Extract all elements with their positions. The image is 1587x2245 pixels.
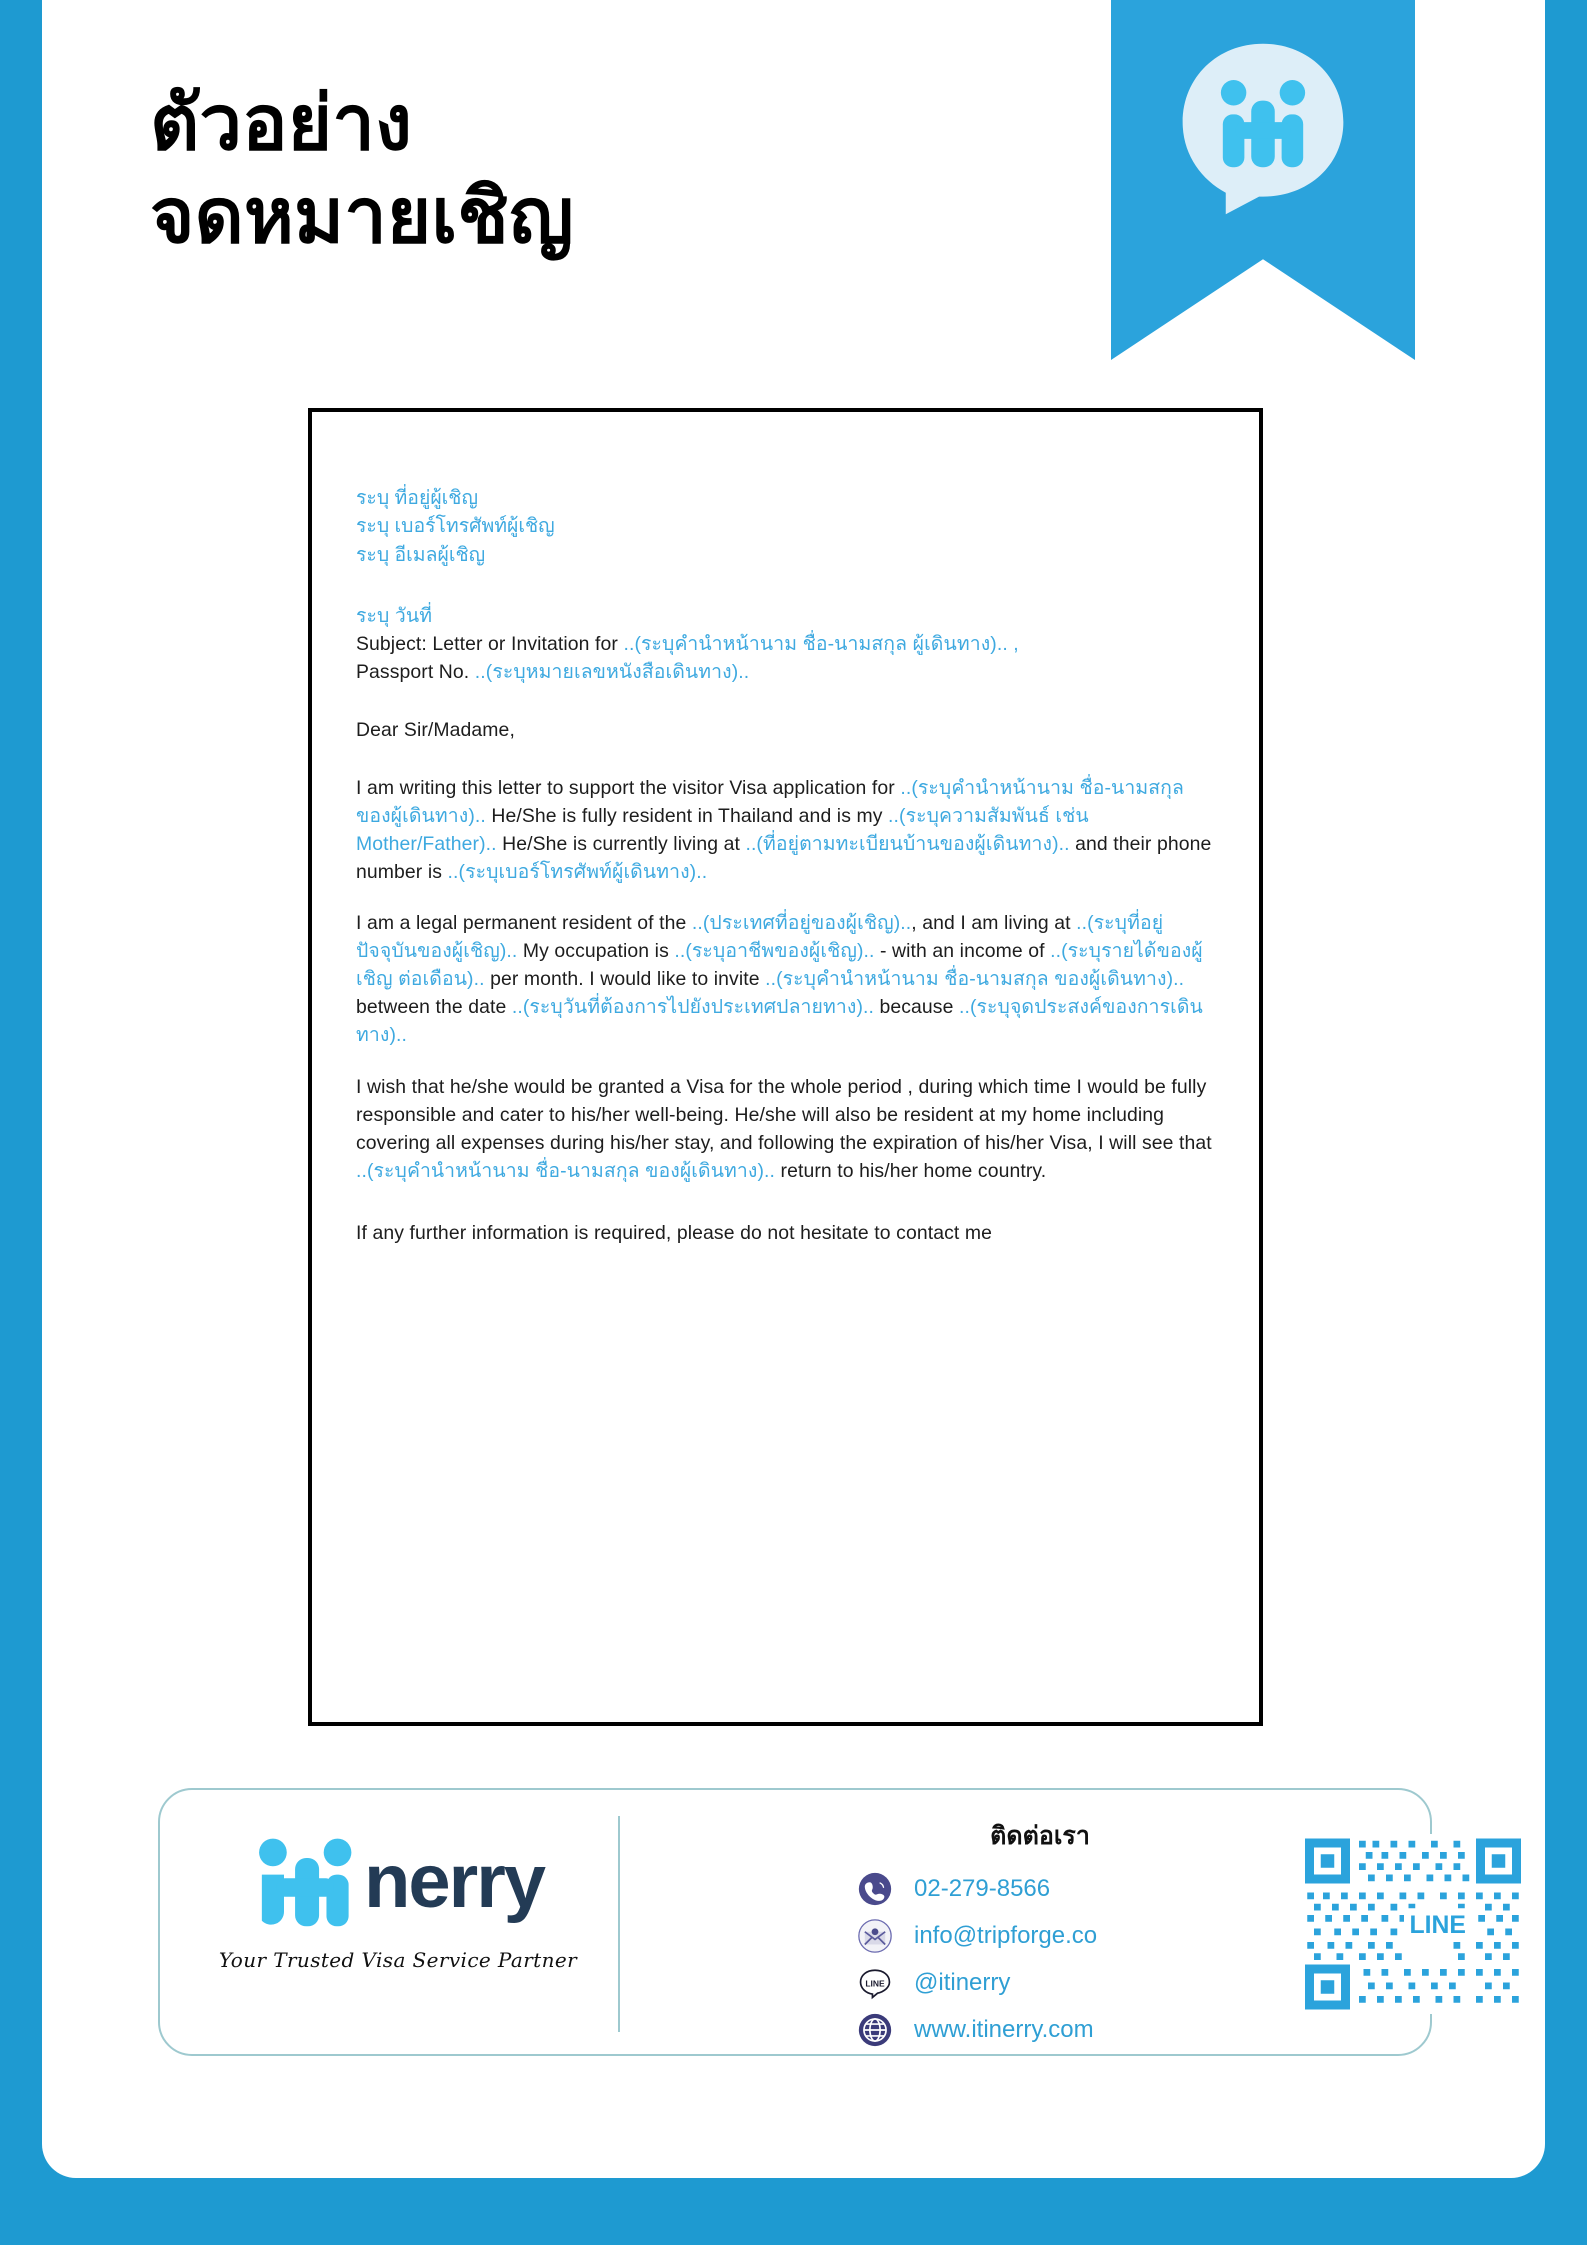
subject-placeholder: ..(ระบุคำนำหน้านาม ชื่อ-นามสกุล ผู้เดินทาง).. , [623, 632, 1019, 655]
subject-line [356, 631, 1219, 659]
p1-text-2: He/She is fully resident in Thailand and is my [485, 804, 889, 827]
sender-address-block [356, 484, 1219, 569]
contact-email-value: info@tripforge.co [914, 1922, 1098, 1949]
globe-icon [858, 2013, 892, 2047]
sender-phone-line: ระบุ เบอร์โทรศัพท์ผู้เชิญ [356, 515, 555, 538]
p2-text-4: - with an income of [874, 940, 1051, 963]
contact-row-email[interactable] [800, 1919, 1280, 1953]
p3-placeholder-1: ..(ระบุคำนำหน้านาม ชื่อ-นามสกุล ของผู้เดินทาง).. [356, 1159, 776, 1182]
contact-heading: ติดต่อเรา [990, 1822, 1090, 1850]
email-icon [858, 1919, 892, 1953]
p2-text-7: because [873, 996, 959, 1019]
ribbon-banner [1111, 0, 1415, 360]
sender-address-line: ระบุ ที่อยู่ผู้เชิญ [356, 487, 478, 509]
passport-line [356, 659, 1219, 687]
p1-placeholder-3: ..(ที่อยู่ตามทะเบียนบ้านของผู้เดินทาง).. [745, 832, 1070, 855]
p2-placeholder-3: ..(ระบุอาชีพของผู้เชิญ).. [674, 940, 875, 963]
p1-text-3: He/She is currently living at [496, 832, 746, 855]
salutation: Dear Sir/Madame, [356, 718, 515, 741]
spacer [356, 745, 1219, 775]
p2-text-1: I am a legal permanent resident of the [356, 912, 692, 935]
p1-placeholder-2: ..(ระบุความสัมพันธ์ เช่น Mother/Father).. [356, 804, 1089, 855]
spacer [356, 886, 1219, 910]
brand-logo-block [198, 1834, 598, 1972]
spacer [356, 1050, 1219, 1074]
phone-icon [858, 1872, 892, 1906]
p2-text-5: per month. I would like to invite [484, 968, 766, 991]
p3-text-2: return to his/her home country. [775, 1159, 1047, 1182]
contact-phone-value: 02-279-8566 [914, 1875, 1051, 1902]
p2-placeholder-7: ..(ระบุจุดประสงค์ของการเดินทาง).. [356, 996, 1203, 1047]
p1-placeholder-4: ..(ระบุเบอร์โทรศัพท์ผู้เดินทาง).. [447, 860, 708, 883]
footer-divider [618, 1816, 620, 2032]
p3-text-1: I wish that he/she would be granted a Visa for the whole period , during which time I would be fully responsible and cater to his/her well-being. He/she will also be resident at my home including covering all expenses during his/her stay, and following the expiration of his/her Visa, I will see that [356, 1076, 1212, 1155]
p2-text-2: , and I am living at [911, 912, 1077, 935]
itinerry-mark-icon [1165, 32, 1361, 228]
qr-code-image [1300, 1834, 1526, 2014]
p2-text-6: between the date [356, 996, 512, 1019]
qr-line-label: LINE [1409, 1912, 1466, 1939]
logo-wordmark: nerry [363, 1839, 545, 1924]
passport-placeholder: ..(ระบุหมายเลขหนังสือเดินทาง).. [474, 660, 750, 683]
p1-text-1: I am writing this letter to support the visitor Visa application for [356, 776, 901, 799]
p2-text-3: My occupation is [517, 940, 675, 963]
contact-line-value: @itinerry [914, 1969, 1011, 1996]
paragraph-3 [356, 1074, 1219, 1186]
contact-website-value: www.itinerry.com [914, 2016, 1094, 2043]
p2-placeholder-6: ..(ระบุวันที่ต้องการไปยังประเทศปลายทาง).. [511, 996, 874, 1019]
line-icon [858, 1966, 892, 2000]
brand-tagline: Your Trusted Visa Service Partner [218, 1948, 578, 1972]
footer-contact-card [158, 1788, 1466, 2056]
passport-label: Passport No. [356, 660, 475, 683]
contact-row-line[interactable] [800, 1966, 1280, 2000]
page-title-line-1: ตัวอย่าง [150, 81, 412, 166]
p1-placeholder-1: ..(ระบุคำนำหน้านาม ชื่อ-นามสกุล ของผู้เดินทาง).. [356, 776, 1185, 827]
paragraph-2 [356, 910, 1219, 1050]
page-title [150, 78, 1070, 263]
date-line [356, 603, 1219, 631]
date-placeholder: ระบุ วันที่ [356, 604, 433, 627]
p2-placeholder-4: ..(ระบุรายได้ของผู้เชิญ ต่อเดือน).. [356, 940, 1203, 991]
contact-row-phone[interactable] [800, 1872, 1280, 1906]
p1-text-4: and their phone number is [356, 832, 1212, 883]
spacer [356, 1186, 1219, 1220]
line-qr-code[interactable] [1300, 1834, 1526, 2014]
p2-placeholder-1: ..(ประเทศที่อยู่ของผู้เชิญ).. [691, 912, 912, 935]
paragraph-4: If any further information is required, please do not hesitate to contact me [356, 1221, 992, 1244]
logo-row [198, 1834, 598, 1930]
spacer [356, 569, 1219, 603]
contact-column [800, 1816, 1280, 2060]
subject-label: Subject: Letter or Invitation for [356, 632, 624, 655]
letter-content [356, 484, 1219, 1248]
paragraph-1 [356, 775, 1219, 887]
spacer [356, 687, 1219, 717]
letter-document [308, 408, 1263, 1726]
itinerry-icon [252, 1834, 364, 1930]
svg-text:LINE: LINE [865, 1978, 885, 1989]
sender-email-line: ระบุ อีเมลผู้เชิญ [356, 543, 486, 566]
p2-placeholder-2: ..(ระบุที่อยู่ปัจจุบันของผู้เชิญ).. [356, 912, 1164, 963]
p2-placeholder-5: ..(ระบุคำนำหน้านาม ชื่อ-นามสกุล ของผู้เดินทาง).. [765, 968, 1185, 991]
page-title-line-2: จดหมายเชิญ [150, 173, 574, 259]
contact-row-website[interactable] [800, 2013, 1280, 2047]
